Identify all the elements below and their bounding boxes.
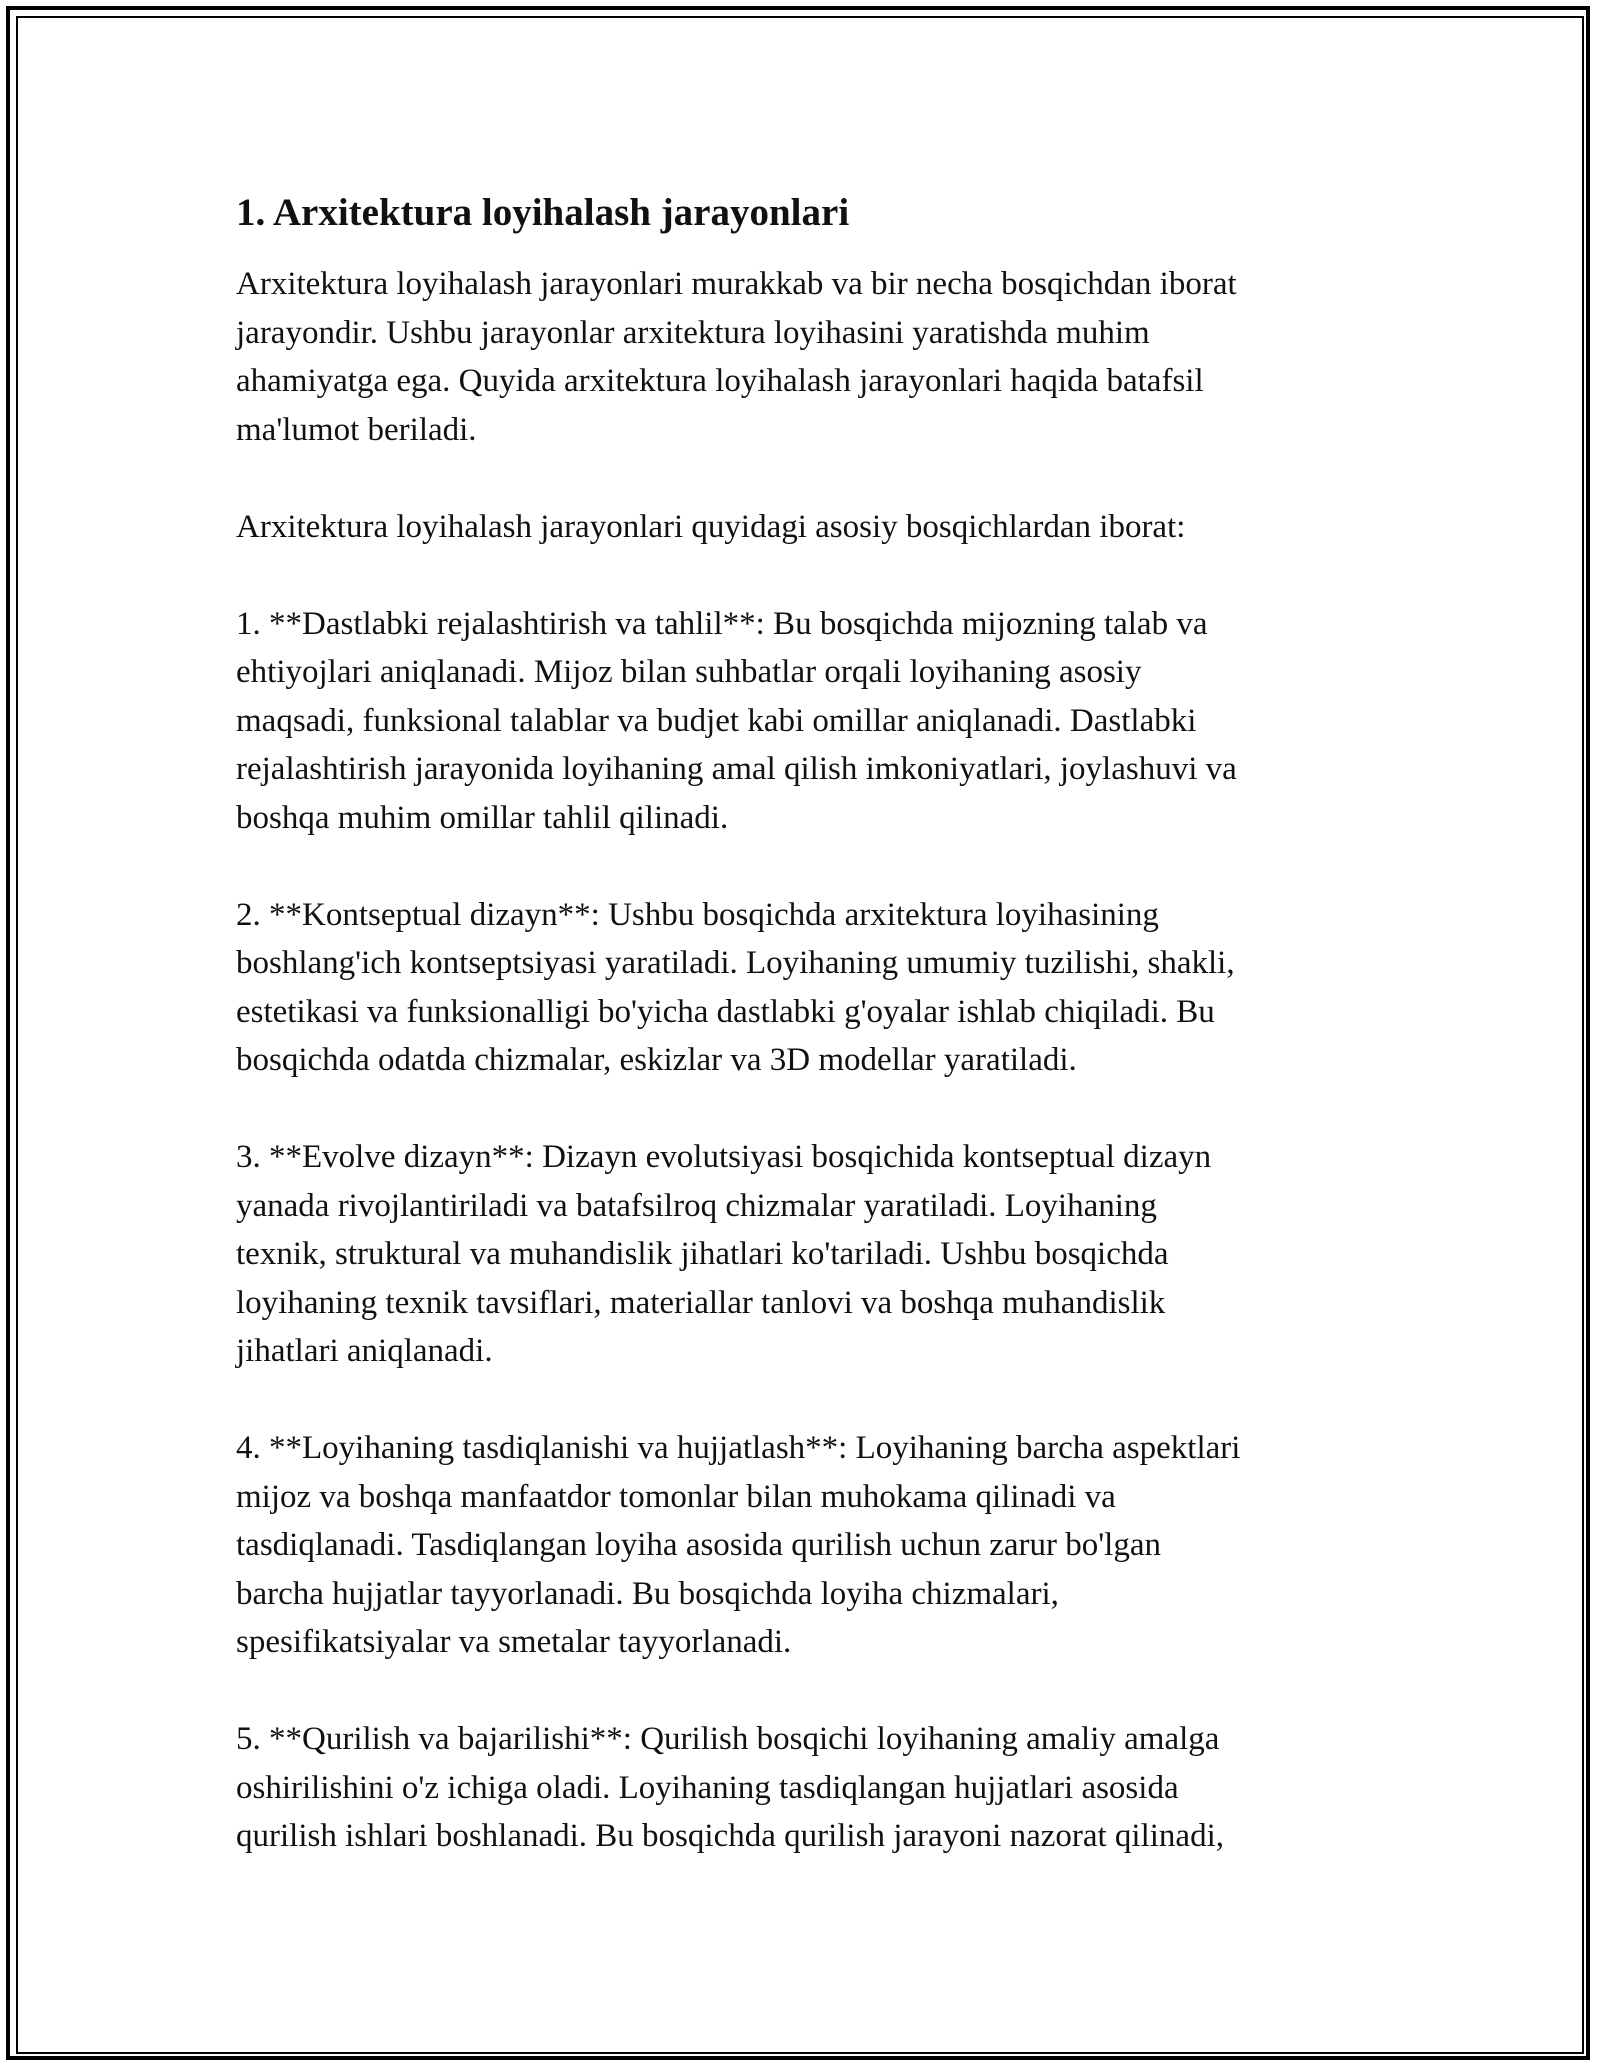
text-line: maqsadi, funksional talablar va budjet kabi omillar aniqlanadi. Dastlabki	[236, 702, 1197, 739]
text-line: ehtiyojlari aniqlanadi. Mijoz bilan suhbatlar orqali loyihaning asosiy	[236, 654, 1142, 690]
text-line: jarayondir. Ushbu jarayonlar arxitektura loyihasini yaratishda muhim	[236, 314, 1150, 351]
paragraph-stage-3	[236, 1133, 1366, 1376]
document-body	[236, 188, 1366, 1909]
text-line: 1. **Dastlabki rejalashtirish va tahlil**: Bu bosqichda mijozning talab va	[236, 605, 1208, 642]
text-line: boshqa muhim omillar tahlil qilinadi.	[236, 799, 729, 836]
text-line: bosqichda odatda chizmalar, eskizlar va 3D modellar yaratiladi.	[236, 1042, 1077, 1078]
text-line: Arxitektura loyihalash jarayonlari murakkab va bir necha bosqichdan iborat	[236, 266, 1237, 302]
text-line: ma'lumot beriladi.	[236, 411, 477, 448]
text-line: 5. **Qurilish va bajarilishi**: Qurilish bosqichi loyihaning amaliy amalga	[236, 1721, 1220, 1757]
paragraph-stage-2	[236, 891, 1366, 1085]
text-line: qurilish ishlari boshlanadi. Bu bosqichda qurilish jarayoni nazorat qilinadi,	[236, 1818, 1224, 1854]
text-line: rejalashtirish jarayonida loyihaning amal qilish imkoniyatlari, joylashuvi va	[236, 751, 1237, 787]
text-line: 4. **Loyihaning tasdiqlanishi va hujjatlash**: Loyihaning barcha aspektlari	[236, 1430, 1241, 1466]
text-line: 2. **Kontseptual dizayn**: Ushbu bosqichda arxitektura loyihasining	[236, 896, 1159, 933]
text-line: tasdiqlanadi. Tasdiqlangan loyiha asosida qurilish uchun zarur bo'lgan	[236, 1527, 1161, 1563]
text-line: 3. **Evolve dizayn**: Dizayn evolutsiyasi bosqichida kontseptual dizayn	[236, 1139, 1212, 1175]
text-line: estetikasi va funksionalligi bo'yicha dastlabki g'oyalar ishlab chiqiladi. Bu	[236, 993, 1215, 1030]
text-line: mijoz va boshqa manfaatdor tomonlar bilan muhokama qilinadi va	[236, 1478, 1116, 1515]
text-line: texnik, struktural va muhandislik jihatlari ko'tariladi. Ushbu bosqichda	[236, 1236, 1169, 1272]
paragraph-stage-5	[236, 1715, 1366, 1861]
text-line: barcha hujjatlar tayyorlanadi. Bu bosqichda loyiha chizmalari,	[236, 1575, 1059, 1612]
text-line: boshlang'ich kontseptsiyasi yaratiladi. Loyihaning umumiy tuzilishi, shakli,	[236, 945, 1235, 981]
paragraph-intro	[236, 260, 1366, 454]
text-line: Arxitektura loyihalash jarayonlari quyidagi asosiy bosqichlardan iborat:	[236, 508, 1186, 545]
document-title: 1. Arxitektura loyihalash jarayonlari	[236, 191, 850, 234]
text-line: spesifikatsiyalar va smetalar tayyorlanadi.	[236, 1624, 792, 1660]
text-line: oshirilishini o'z ichiga oladi. Loyihaning tasdiqlangan hujjatlari asosida	[236, 1769, 1179, 1806]
paragraph-stage-4	[236, 1424, 1366, 1667]
paragraph-stage-1	[236, 600, 1366, 843]
text-line: loyihaning texnik tavsiflari, materiallar tanlovi va boshqa muhandislik	[236, 1284, 1166, 1321]
text-line: ahamiyatga ega. Quyida arxitektura loyihalash jarayonlari haqida batafsil	[236, 363, 1204, 399]
paragraph-stages-intro	[236, 503, 1366, 552]
text-line: yanada rivojlantiriladi va batafsilroq chizmalar yaratiladi. Loyihaning	[236, 1187, 1157, 1224]
text-line: jihatlari aniqlanadi.	[236, 1333, 493, 1369]
